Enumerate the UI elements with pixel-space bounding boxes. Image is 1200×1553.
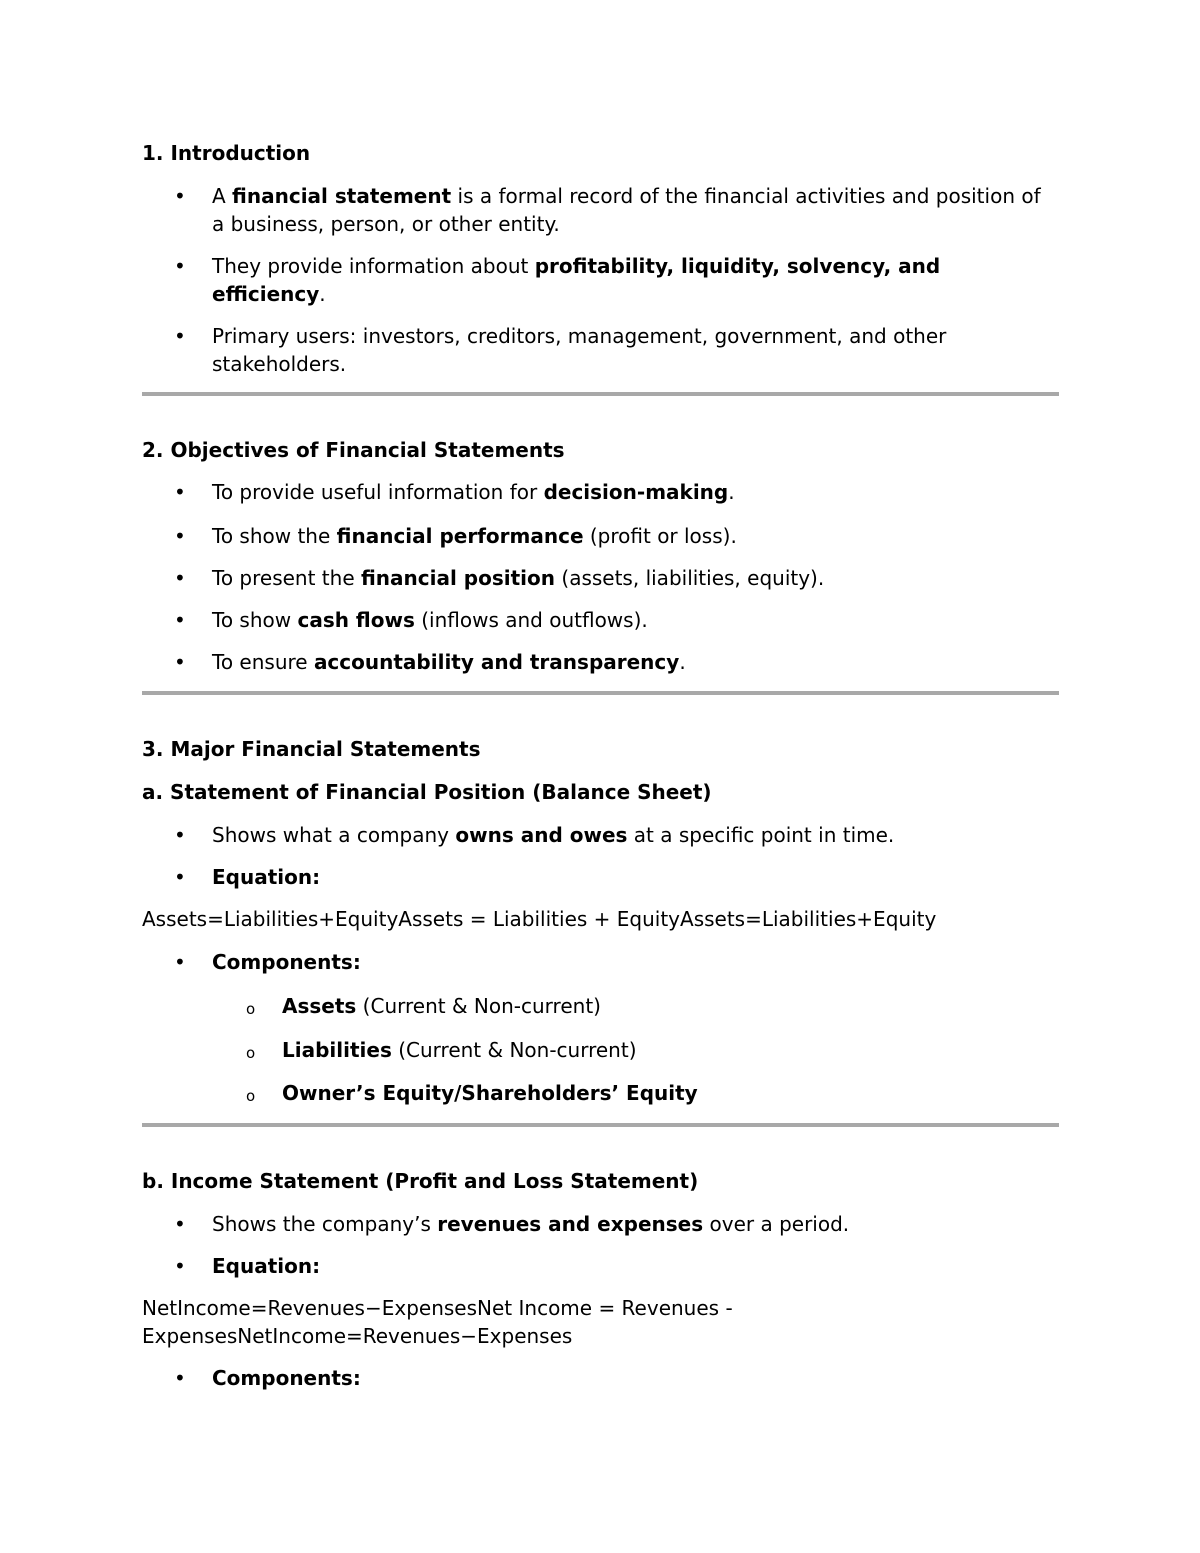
equation: Assets=Liabilities+EquityAssets = Liabilities + EquityAssets=Liabilities+Equity xyxy=(142,907,937,931)
section-title: 3. Major Financial Statements xyxy=(142,737,481,761)
list-item: • They provide information about profitability, liquidity, solvency, and efficiency. xyxy=(142,252,1059,308)
list-item: • Shows the company’s revenues and expenses over a period. xyxy=(142,1210,1059,1238)
list-item: • A financial statement is a formal record of the financial activities and position of a business, person, or other entity. xyxy=(142,182,1059,238)
divider xyxy=(142,1123,1059,1127)
list-item: • To show the financial performance (profit or loss). xyxy=(142,522,1059,550)
bullet-list xyxy=(142,182,1059,378)
list-item: • To ensure accountability and transparency. xyxy=(142,648,1059,676)
equation: NetIncome=Revenues−ExpensesNet Income = Revenues - ExpensesNetIncome=Revenues−Expenses xyxy=(142,1296,733,1348)
sub-list-item: o Liabilities (Current & Non-current) xyxy=(142,1036,1059,1064)
bullet-list xyxy=(142,478,1059,676)
list-item: • To show cash flows (inflows and outflows). xyxy=(142,606,1059,634)
bullet-list xyxy=(142,1210,1059,1280)
sub-list-item: o Owner’s Equity/Shareholders’ Equity xyxy=(142,1079,1059,1107)
sub-list xyxy=(142,992,1059,1107)
list-item: • Components: xyxy=(142,948,1059,976)
list-item: • To provide useful information for decision-making. xyxy=(142,478,1059,506)
bullet-list xyxy=(142,948,1059,976)
subsection-title: b. Income Statement (Profit and Loss Statement) xyxy=(142,1169,699,1193)
list-item: • Equation: xyxy=(142,863,1059,891)
list-item: • To present the financial position (assets, liabilities, equity). xyxy=(142,564,1059,592)
subsection-title: a. Statement of Financial Position (Balance Sheet) xyxy=(142,780,712,804)
divider xyxy=(142,691,1059,695)
divider xyxy=(142,392,1059,396)
bullet-list xyxy=(142,821,1059,891)
document-page xyxy=(142,139,1059,1392)
section-title: 1. Introduction xyxy=(142,141,311,165)
section-introduction xyxy=(142,139,1059,167)
sub-list-item: o Assets (Current & Non-current) xyxy=(142,992,1059,1020)
bullet-list xyxy=(142,1364,1059,1392)
list-item: • Components: xyxy=(142,1364,1059,1392)
section-title: 2. Objectives of Financial Statements xyxy=(142,438,565,462)
list-item: • Primary users: investors, creditors, management, government, and other stakeholders. xyxy=(142,322,1059,378)
list-item: • Equation: xyxy=(142,1252,1059,1280)
list-item: • Shows what a company owns and owes at a specific point in time. xyxy=(142,821,1059,849)
